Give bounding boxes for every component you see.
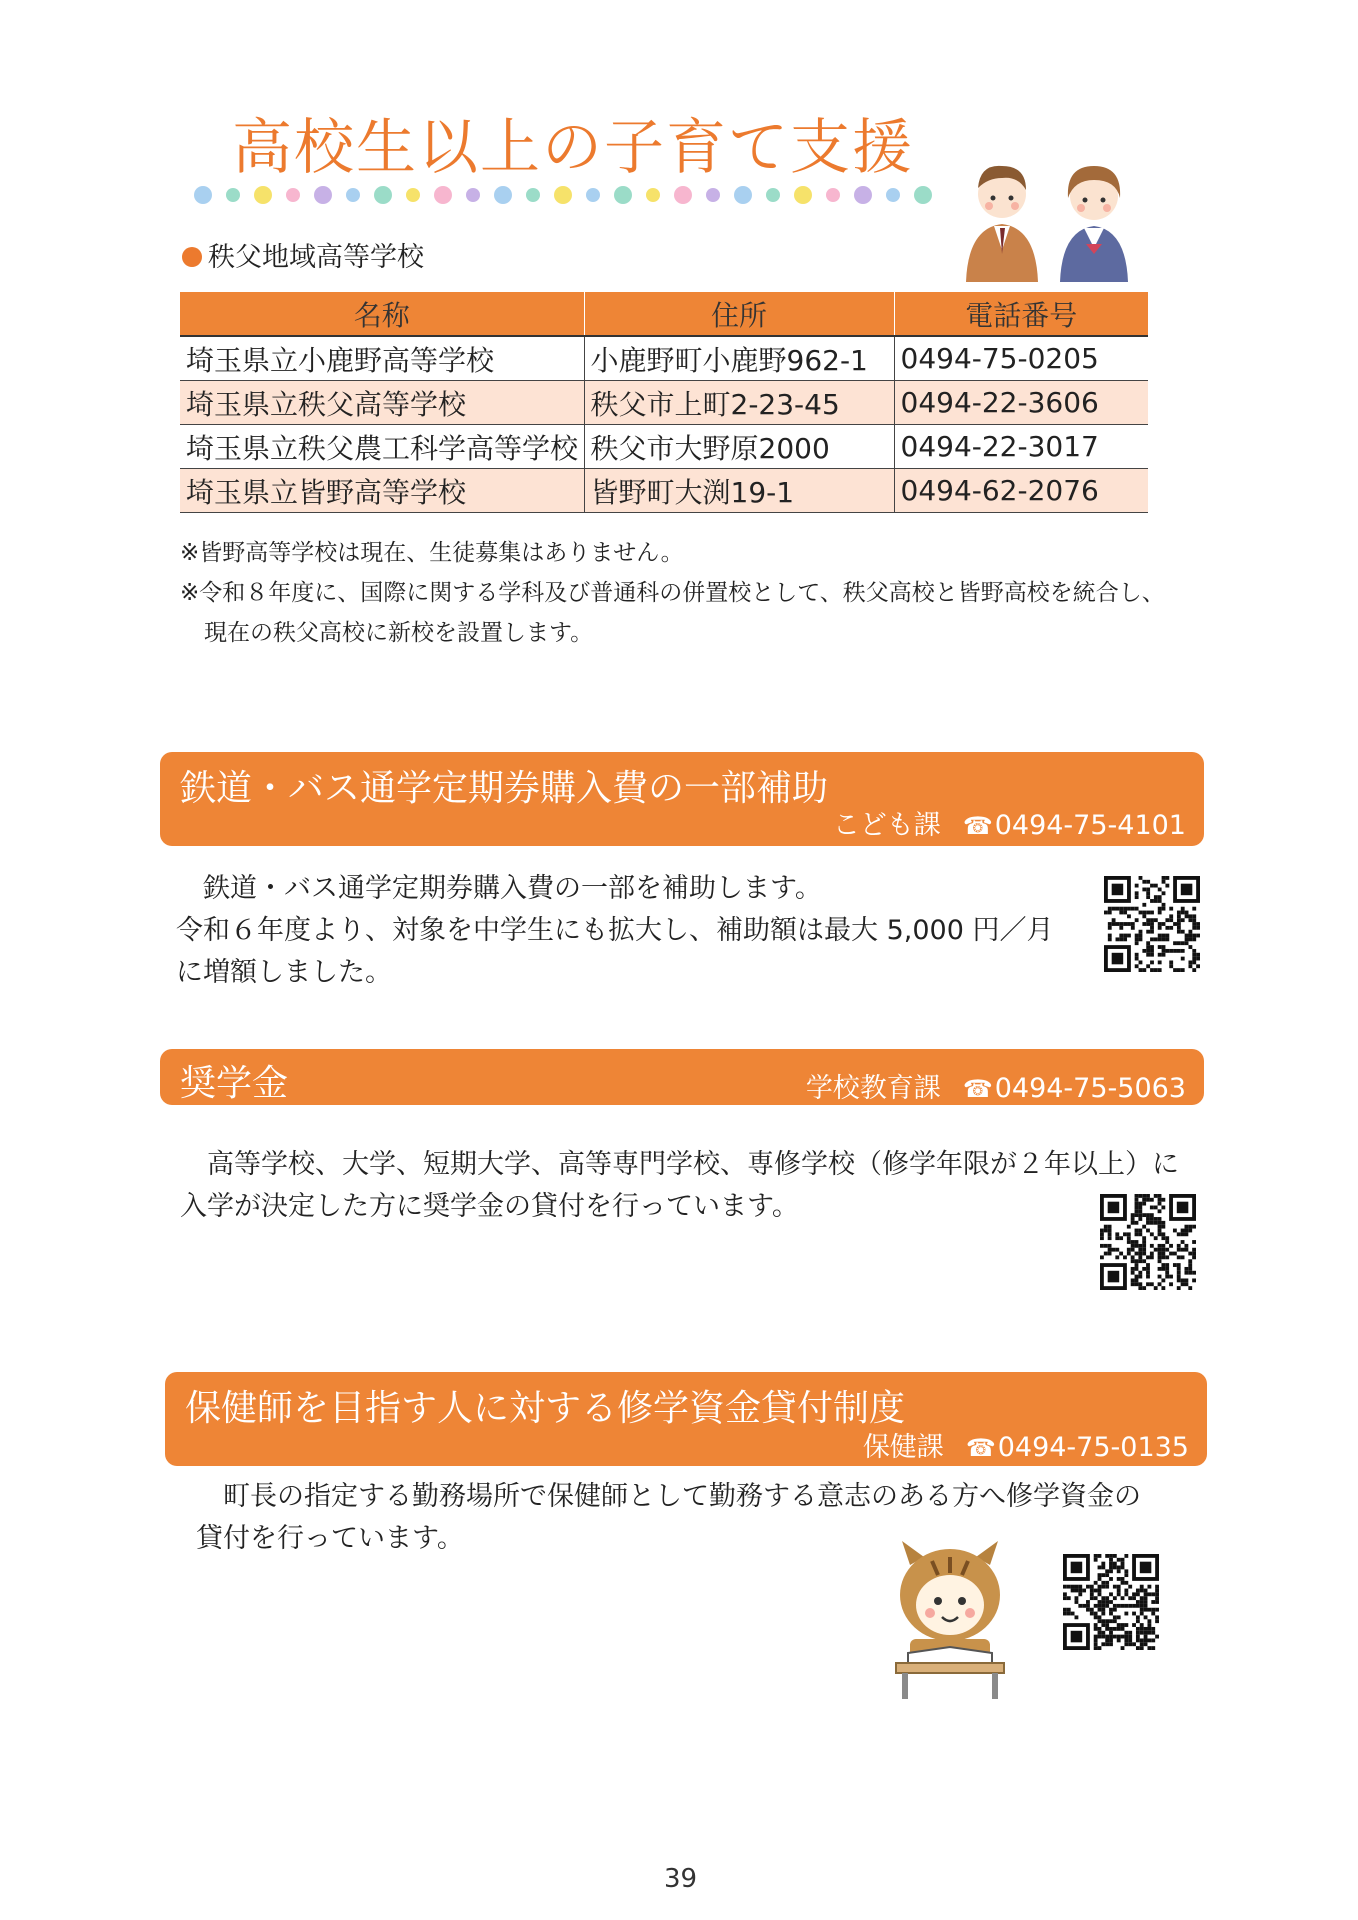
- description-line: 高等学校、大学、短期大学、高等専門学校、専修学校（修学年限が２年以上）に: [207, 1149, 1179, 1180]
- school-address: 秩父市上町2-23-45: [584, 381, 894, 425]
- description-line: 鉄道・バス通学定期券購入費の一部を補助します。: [203, 873, 822, 904]
- nurse-loan-header: [165, 1372, 1207, 1466]
- decorative-dot: [766, 188, 780, 202]
- bullet-icon: [182, 247, 202, 267]
- scholarship-description: [180, 1144, 1179, 1228]
- dept-name: 保健課: [862, 1432, 944, 1463]
- school-phone: 0494-22-3606: [894, 381, 1148, 425]
- page-title: 高校生以上の子育て支援: [232, 113, 914, 183]
- nurse-loan-contact: [863, 1425, 1189, 1464]
- phone-number: 0494-75-5063: [994, 1073, 1186, 1104]
- students-illustration: [956, 158, 1142, 282]
- table-row: [180, 381, 1148, 425]
- decorative-dot: [314, 186, 332, 204]
- decorative-dot: [586, 188, 600, 202]
- school-phone: 0494-22-3017: [894, 425, 1148, 469]
- decorative-dot: [886, 188, 900, 202]
- decorative-dots: [188, 184, 938, 206]
- decorative-dot: [826, 188, 840, 202]
- decorative-dot: [706, 188, 720, 202]
- phone-number: 0494-75-4101: [994, 810, 1186, 841]
- table-row: [180, 469, 1148, 513]
- phone-icon: ☎: [962, 812, 993, 840]
- header-phone: 電話番号: [894, 292, 1148, 336]
- school-name: 埼玉県立皆野高等学校: [180, 469, 584, 513]
- decorative-dot: [286, 188, 300, 202]
- school-phone: 0494-75-0205: [894, 336, 1148, 381]
- decorative-dot: [194, 186, 212, 204]
- description-line: 令和６年度より、対象を中学生にも拡大し、補助額は最大 5,000 円／月: [176, 915, 1054, 946]
- decorative-dot: [226, 188, 240, 202]
- decorative-dot: [494, 186, 512, 204]
- decorative-dot: [434, 186, 452, 204]
- note-text: 現在の秩父高校に新校を設置します。: [204, 620, 594, 646]
- description-line: 町長の指定する勤務場所で保健師として勤務する意志のある方へ修学資金の: [223, 1481, 1141, 1512]
- scholarship-qr-code[interactable]: [1100, 1194, 1196, 1290]
- description-line: に増額しました。: [176, 957, 392, 988]
- commuter-subsidy-header: [160, 752, 1204, 846]
- decorative-dot: [914, 186, 932, 204]
- nurse-loan-qr-code[interactable]: [1063, 1554, 1159, 1650]
- decorative-dot: [374, 186, 392, 204]
- page-number: 39: [664, 1864, 698, 1894]
- school-name: 埼玉県立秩父高等学校: [180, 381, 584, 425]
- section-label: [182, 235, 424, 274]
- decorative-dot: [614, 186, 632, 204]
- decorative-dot: [794, 186, 812, 204]
- description-line: 貸付を行っています。: [196, 1523, 464, 1554]
- table-row: [180, 425, 1148, 469]
- header-address: 住所: [584, 292, 894, 336]
- school-phone: 0494-62-2076: [894, 469, 1148, 513]
- phone-icon: ☎: [965, 1434, 996, 1462]
- dept-name: こども課: [832, 810, 941, 841]
- commuter-subsidy-title: 鉄道・バス通学定期券購入費の一部補助: [180, 768, 829, 809]
- section-label-text: 秩父地域高等学校: [208, 242, 424, 273]
- decorative-dot: [406, 188, 420, 202]
- decorative-dot: [346, 188, 360, 202]
- table-header-row: [180, 292, 1148, 336]
- header-name: 名称: [180, 292, 584, 336]
- phone-icon: ☎: [962, 1075, 993, 1103]
- decorative-dot: [554, 186, 572, 204]
- scholarship-header: [160, 1049, 1204, 1105]
- scholarship-title: 奨学金: [180, 1063, 289, 1104]
- school-name: 埼玉県立小鹿野高等学校: [180, 336, 584, 381]
- phone-number: 0494-75-0135: [997, 1432, 1189, 1463]
- commuter-subsidy-description: [176, 868, 1053, 994]
- schools-table: [180, 292, 1148, 513]
- decorative-dot: [734, 186, 752, 204]
- school-name: 埼玉県立秩父農工科学高等学校: [180, 425, 584, 469]
- table-row: [180, 336, 1148, 381]
- decorative-dot: [466, 188, 480, 202]
- decorative-dot: [646, 188, 660, 202]
- commuter-qr-code[interactable]: [1104, 876, 1200, 972]
- note-text: ※令和８年度に、国際に関する学科及び普通科の併置校として、秩父高校と皆野高校を統合し、: [180, 580, 1165, 606]
- description-line: 入学が決定した方に奨学金の貸付を行っています。: [180, 1191, 799, 1222]
- commuter-subsidy-contact: [833, 803, 1186, 842]
- nurse-loan-title: 保健師を目指す人に対する修学資金貸付制度: [185, 1388, 906, 1429]
- school-address: 皆野町大渕19-1: [584, 469, 894, 513]
- decorative-dot: [254, 186, 272, 204]
- scholarship-contact: [806, 1066, 1186, 1105]
- dept-name: 学校教育課: [805, 1073, 941, 1104]
- decorative-dot: [526, 188, 540, 202]
- school-address: 小鹿野町小鹿野962-1: [584, 336, 894, 381]
- school-address: 秩父市大野原2000: [584, 425, 894, 469]
- note-text: ※皆野高等学校は現在、生徒募集はありません。: [180, 540, 684, 566]
- decorative-dot: [674, 186, 692, 204]
- mascot-illustration: [880, 1535, 1020, 1700]
- decorative-dot: [854, 186, 872, 204]
